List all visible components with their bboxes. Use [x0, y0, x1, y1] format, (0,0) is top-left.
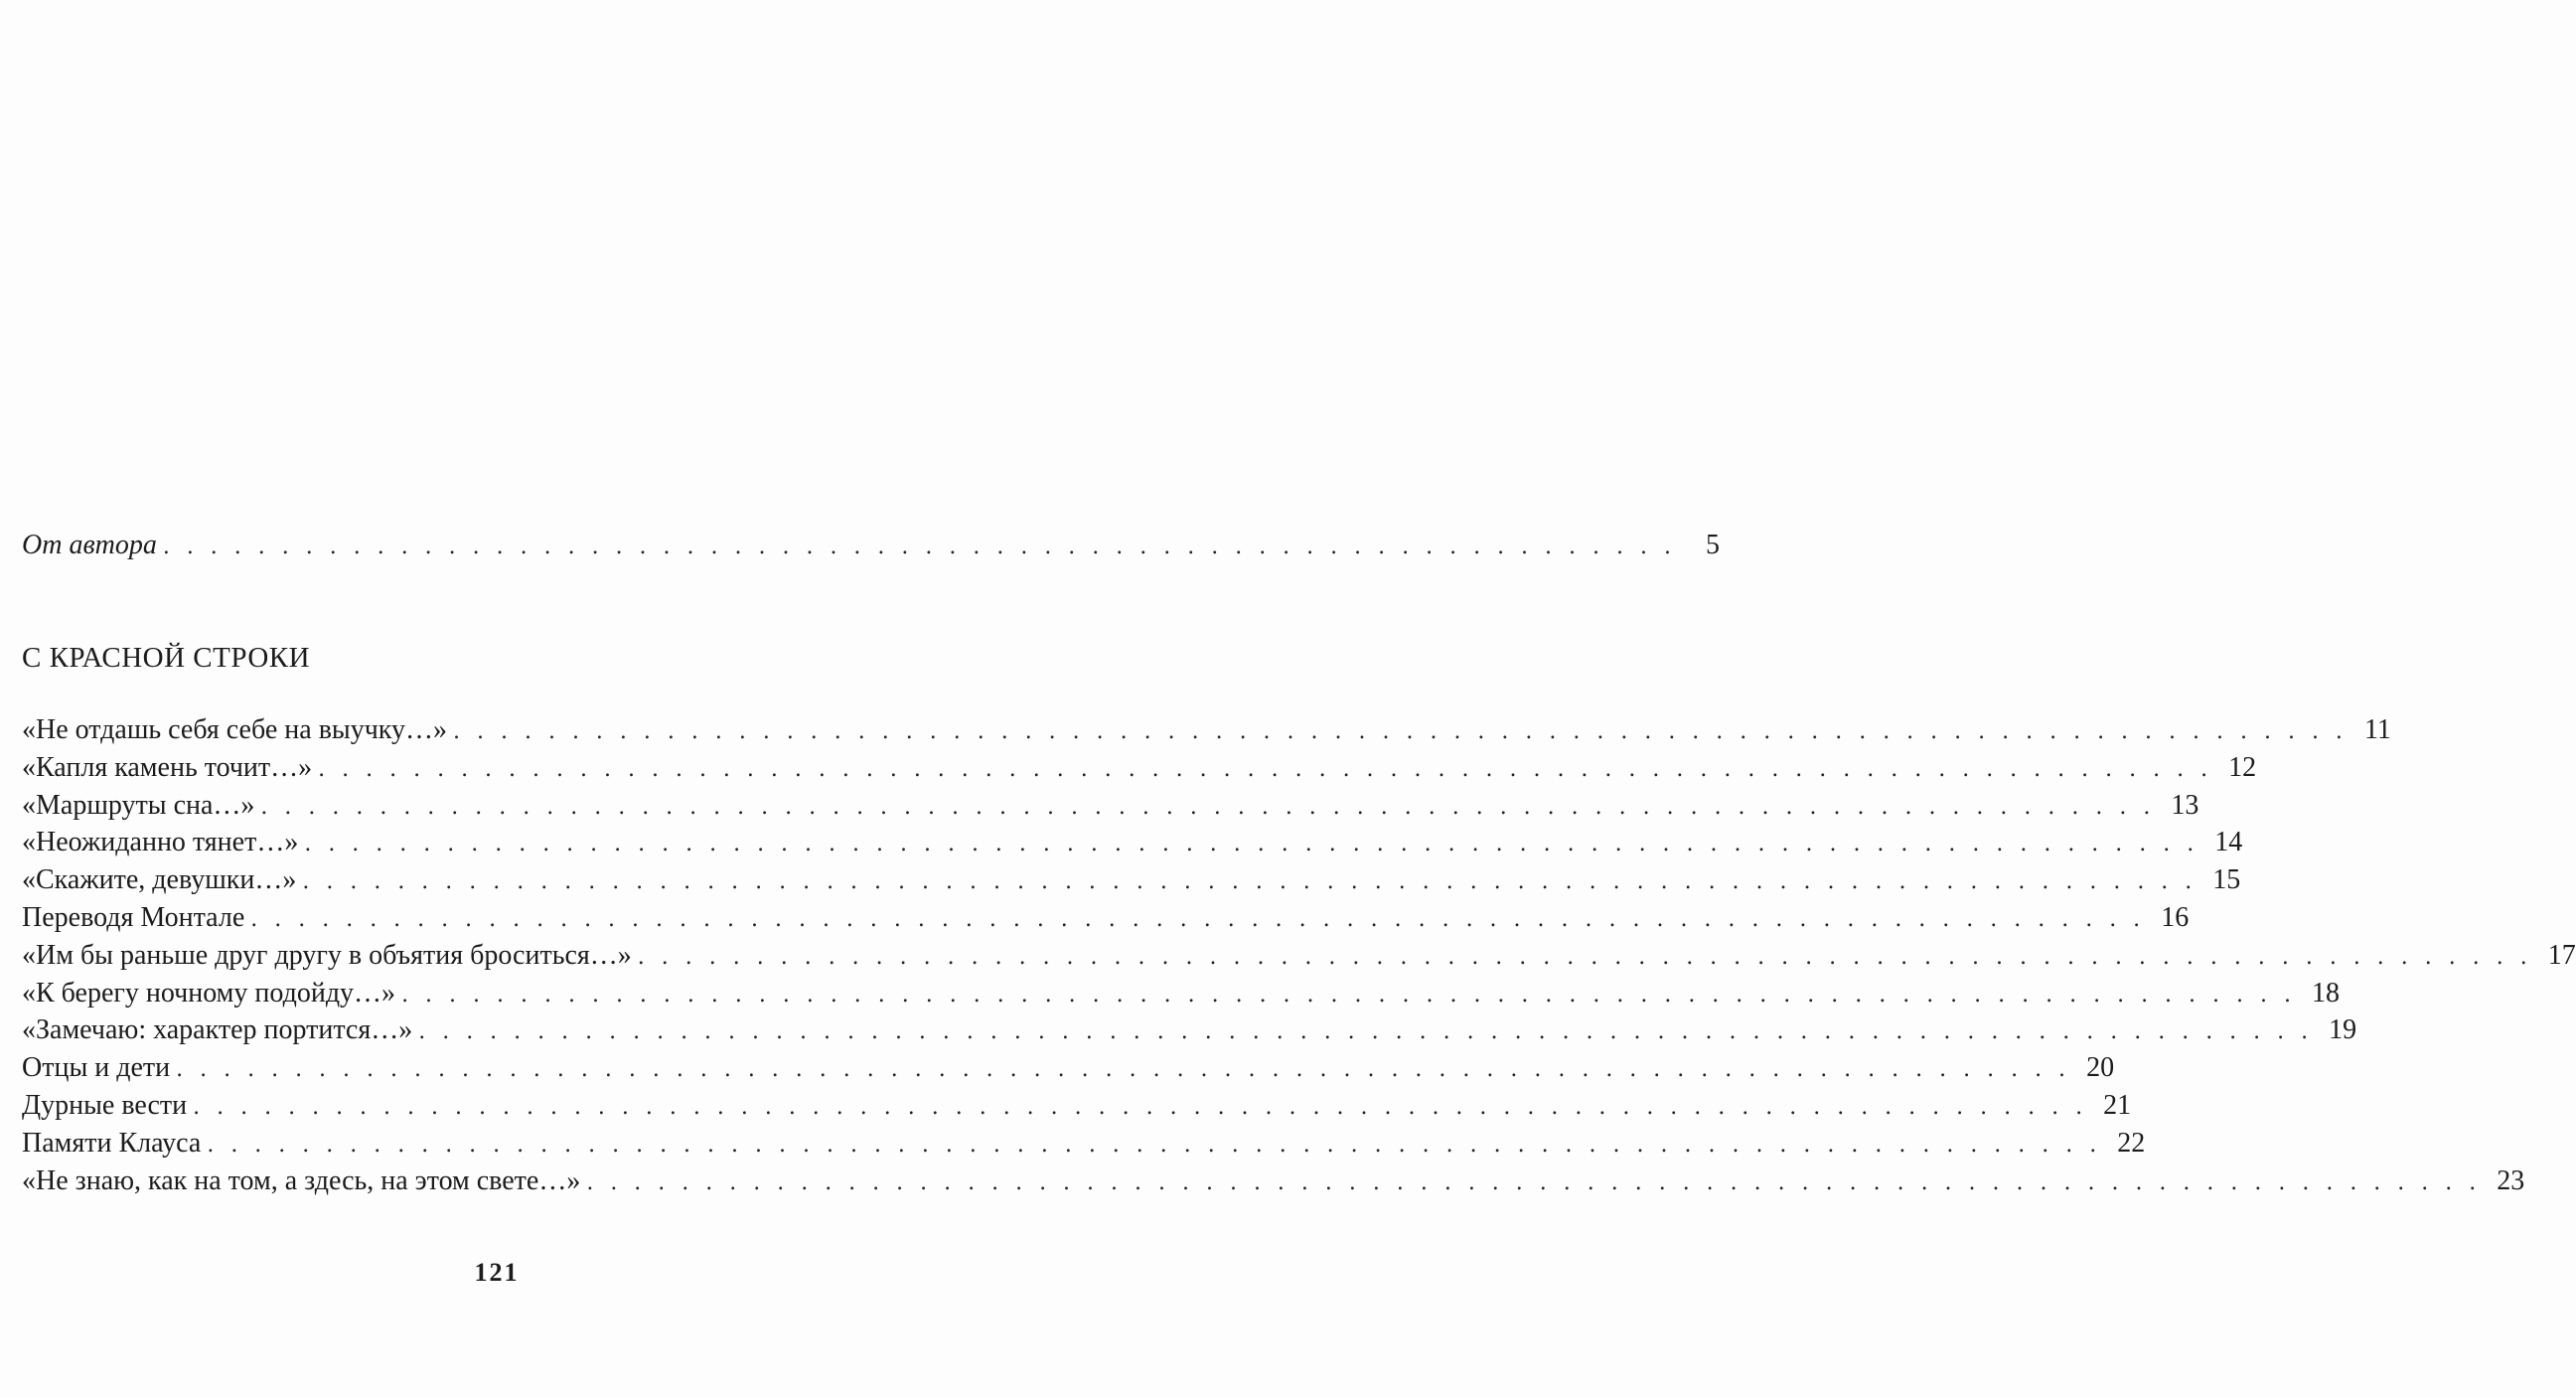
toc-entry	[22, 861, 2241, 899]
dot-leader: . . . . . . . . . . . . . . . . . . . . . . . . . . . . . . . . . . . . . . . . . . . . . . . . . . . . . . . . . . . . . . . . . . . . . . . . . . . . . . . .	[176, 1057, 2071, 1083]
toc-entry-title: Дурные вести	[22, 1090, 188, 1121]
dot-leader: . . . . . . . . . . . . . . . . . . . . . . . . . . . . . . . . . . . . . . . . . . . . . . . . . . . . . . . . . . . . . . . . . . . . . . . . . . . . . . . .	[637, 944, 2532, 970]
toc-entry-intro	[22, 527, 1720, 564]
toc-entry	[22, 899, 2190, 937]
toc-entry-page: 19	[2329, 1014, 2357, 1046]
toc-entry-page: 18	[2311, 977, 2340, 1009]
toc-entry-page: 16	[2161, 902, 2190, 933]
toc-entry	[22, 1163, 2525, 1200]
dot-leader: . . . . . . . . . . . . . . . . . . . . . . . . . . . . . . . . . . . . . . . . . . . . . . . . . . . . . . . . . . . . . . . . . . . . . . . . . . . . . . . .	[193, 1095, 2088, 1120]
page-number: 121	[474, 1258, 520, 1287]
dot-leader: . . . . . . . . . . . . . . . . . . . . . . . . . . . . . . . . . . . . . . . . . . . . . . . . . . . . . . . . . . . . . . . . . . . . . . . . . . . . . . . .	[304, 832, 2199, 857]
toc-entry-title: Памяти Клауса	[22, 1127, 202, 1159]
toc-entry-title: «Маршруты сна…»	[22, 789, 255, 821]
toc-entry-title: «Замечаю: характер портится…»	[22, 1014, 413, 1046]
dot-leader: . . . . . . . . . . . . . . . . . . . . . . . . . . . . . . . . . . . . . . . . . . . . . . . . . . . . . . . . . . . . . . . . . . . . . . . . . . . . . . . .	[250, 907, 2146, 932]
dot-leader: . . . . . . . . . . . . . . . . . . . . . . . . . . . . . . . . . . . . . . . . . . . . . . . . . . . . . . . . . . . . . . . . . . . . . . . . . . . . . . . .	[586, 1169, 2482, 1195]
dot-leader: . . . . . . . . . . . . . . . . . . . . . . . . . . . . . . . . . . . . . . . . . . . . . . . . . . . . . . . . . . . . . . . . . . . . . . . . . . . . . . . .	[302, 869, 2197, 895]
toc-entry-title: «Не отдашь себя себе на выучку…»	[22, 714, 448, 745]
toc-entry-title: «Неожиданно тянет…»	[22, 827, 299, 858]
toc-entry-title: Отцы и дети	[22, 1052, 171, 1084]
dot-leader: . . . . . . . . . . . . . . . . . . . . . . . . . . . . . . . . . . . . . . . . . . . . . . . . . . . . . . . . . . . . . . . . . . . . . . . . . . . . . . . .	[260, 794, 2156, 820]
toc-entry-title: Переводя Монтале	[22, 902, 245, 933]
toc-entry-page: 20	[2086, 1052, 2115, 1084]
toc-entry-title: «Капля камень точит…»	[22, 751, 313, 783]
section-heading: С КРАСНОЙ СТРОКИ	[22, 642, 311, 674]
toc-entry	[22, 1011, 2357, 1049]
toc-entry-title: «Им бы раньше друг другу в объятия броситься…»	[22, 939, 632, 971]
dot-leader: . . . . . . . . . . . . . . . . . . . . . . . . . . . . . . . . . . . . . . . . . . . . . . . . . . . . . . . . . . . . . . . . . . . . . . . . . . . . . . . .	[453, 719, 2348, 744]
toc-entry-title: От автора	[22, 530, 157, 560]
toc-entry-page: 13	[2171, 789, 2199, 821]
toc-entry-page: 14	[2214, 827, 2243, 858]
toc-entry-page: 15	[2212, 864, 2241, 896]
dot-leader: . . . . . . . . . . . . . . . . . . . . . . . . . . . . . . . . . . . . . . . . . . . . . . . . . . . . . . . . . . . . . . . . . . . . . . . . . . . . . . . .	[418, 1019, 2314, 1045]
dot-leader: . . . . . . . . . . . . . . . . . . . . . . . . . . . . . . . . . . . . . . . . . . . . . . . . . . . . . . . . . . . . . . . . . . . . . . . . . . . . . . . .	[401, 982, 2296, 1008]
toc-entry-page: 22	[2117, 1127, 2146, 1159]
toc-entry-page: 12	[2228, 751, 2257, 783]
toc-entry	[22, 749, 2257, 787]
toc-entry	[22, 824, 2243, 861]
toc-entry-page: 17	[2547, 939, 2576, 971]
toc-entry-page: 5	[1705, 530, 1720, 560]
toc-entry	[22, 937, 2576, 975]
dot-leader: . . . . . . . . . . . . . . . . . . . . . . . . . . . . . . . . . . . . . . . . . . . . . . . . . . . . . . . . . . . . . . . .	[162, 535, 1676, 559]
toc-entry-page: 23	[2497, 1164, 2525, 1196]
toc-entry	[22, 975, 2340, 1012]
toc-entry	[22, 787, 2199, 825]
toc-entry-title: «К берегу ночному подойду…»	[22, 977, 396, 1009]
toc-entry	[22, 1049, 2115, 1087]
toc-entry-title: «Скажите, девушки…»	[22, 864, 297, 896]
dot-leader: . . . . . . . . . . . . . . . . . . . . . . . . . . . . . . . . . . . . . . . . . . . . . . . . . . . . . . . . . . . . . . . . . . . . . . . . . . . . . . . .	[207, 1132, 2102, 1158]
dot-leader: . . . . . . . . . . . . . . . . . . . . . . . . . . . . . . . . . . . . . . . . . . . . . . . . . . . . . . . . . . . . . . . . . . . . . . . . . . . . . . . .	[318, 756, 2213, 782]
toc-entry-page: 11	[2363, 714, 2391, 745]
toc-entry-title: «Не знаю, как на том, а здесь, на этом свете…»	[22, 1164, 581, 1196]
toc-entry	[22, 1125, 2146, 1163]
toc-entry	[22, 711, 2391, 749]
toc-entry-page: 21	[2103, 1090, 2132, 1121]
toc-entry	[22, 1087, 2132, 1125]
